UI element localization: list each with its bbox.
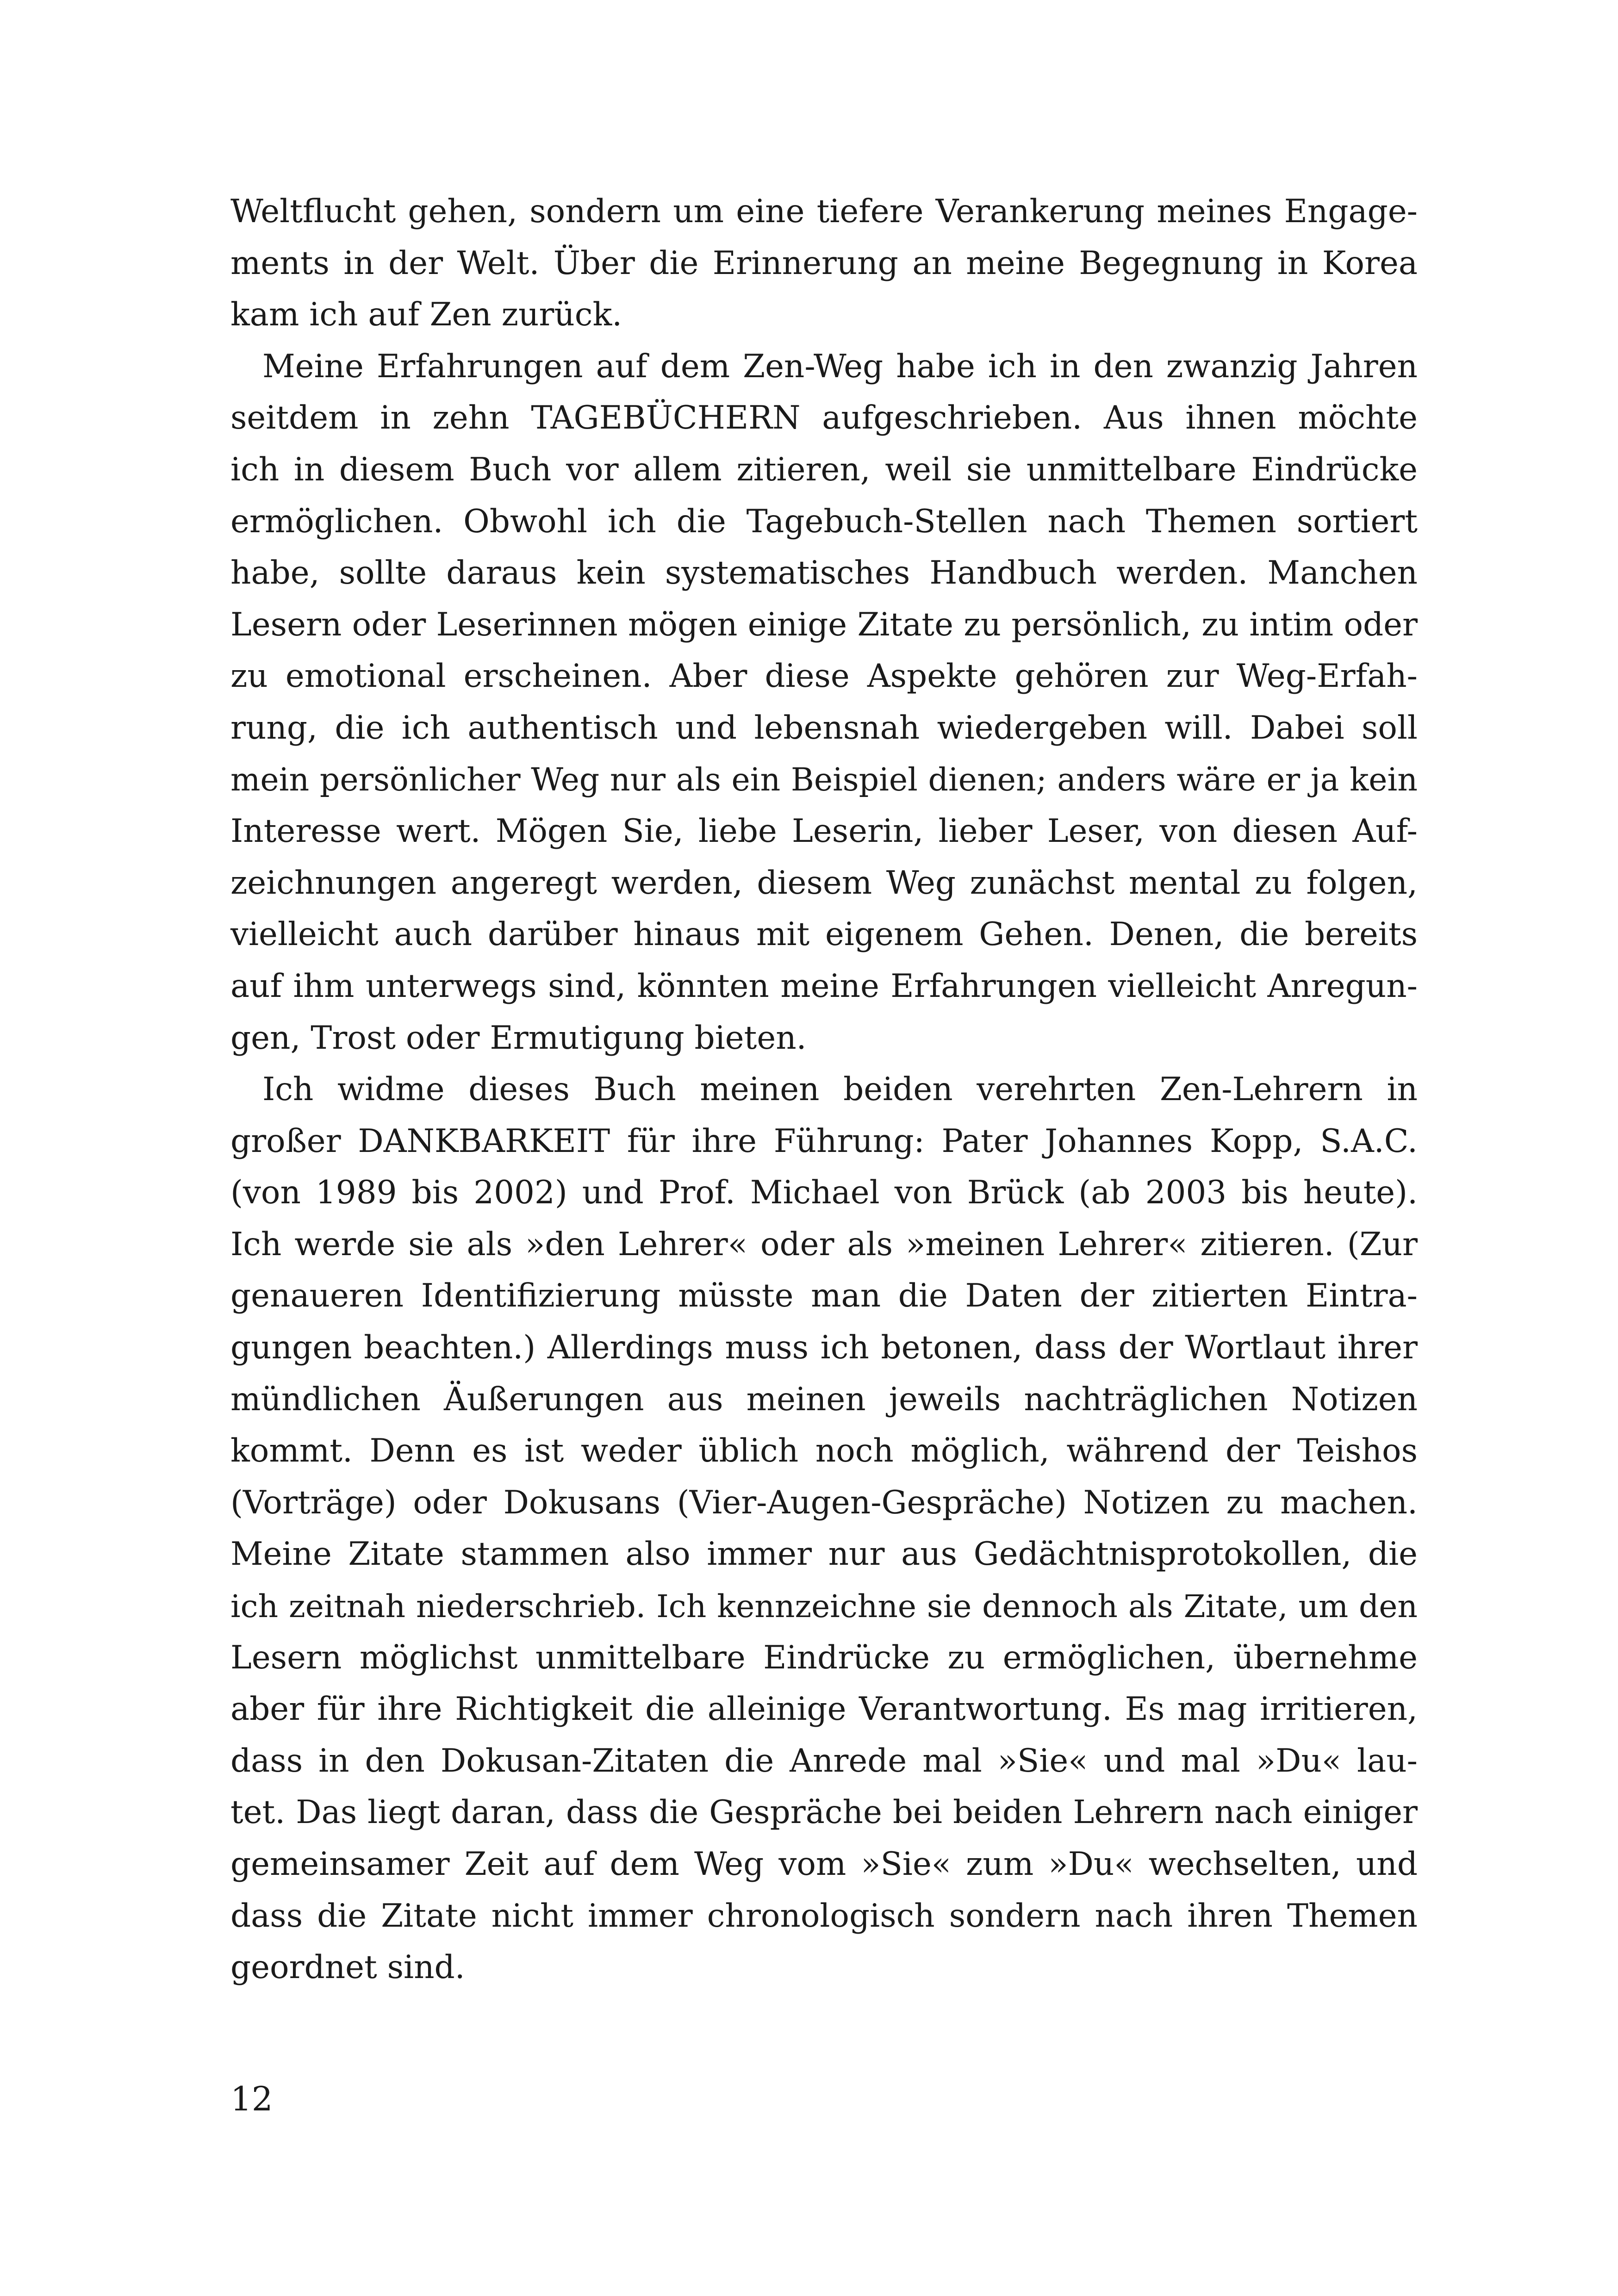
text-line: ments in der Welt. Über die Erinnerung an meine Begegnung in Korea xyxy=(230,244,1418,282)
text-line: seitdem in zehn TAGEBÜCHERN aufgeschrieben. Aus ihnen möchte xyxy=(230,399,1418,437)
text-line: mündlichen Äußerungen aus meinen jeweils nachträglichen Notizen xyxy=(230,1381,1418,1418)
text-line: Meine Erfahrungen auf dem Zen-Weg habe ich in den zwanzig Jahren xyxy=(262,348,1418,385)
text-line: rung, die ich authentisch und lebensnah wiedergeben will. Dabei soll xyxy=(230,709,1418,747)
text-line: Lesern möglichst unmittelbare Eindrücke zu ermöglichen, übernehme xyxy=(230,1639,1418,1676)
text-line: tet. Das liegt daran, dass die Gespräche bei beiden Lehrern nach einiger xyxy=(230,1794,1418,1831)
text-line: aber für ihre Richtigkeit die alleinige Verantwortung. Es mag irritieren, xyxy=(230,1691,1418,1728)
text-line: genaueren Identifizierung müsste man die Daten der zitierten Eintra- xyxy=(230,1277,1418,1315)
text-line: vielleicht auch darüber hinaus mit eigenem Gehen. Denen, die bereits xyxy=(230,916,1418,953)
text-line: ich zeitnah niederschrieb. Ich kennzeichne sie dennoch als Zitate, um den xyxy=(230,1588,1418,1625)
text-line: Weltflucht gehen, sondern um eine tiefere Verankerung meines Engage- xyxy=(230,193,1418,230)
text-line: gungen beachten.) Allerdings muss ich betonen, dass der Wortlaut ihrer xyxy=(230,1329,1418,1367)
text-line: ermöglichen. Obwohl ich die Tagebuch-Stellen nach Themen sortiert xyxy=(230,503,1418,540)
text-line: kommt. Denn es ist weder üblich noch möglich, während der Teishos xyxy=(230,1432,1418,1470)
text-line: gen, Trost oder Ermutigung bieten. xyxy=(230,1019,807,1057)
text-line: Ich werde sie als »den Lehrer« oder als »meinen Lehrer« zitieren. (Zur xyxy=(230,1226,1418,1263)
text-line: auf ihm unterwegs sind, könnten meine Erfahrungen vielleicht Anregun- xyxy=(230,967,1418,1005)
text-line: habe, sollte daraus kein systematisches Handbuch werden. Manchen xyxy=(230,554,1418,592)
text-line: Ich widme dieses Buch meinen beiden verehrten Zen-Lehrern in xyxy=(262,1071,1418,1108)
text-line: dass die Zitate nicht immer chronologisch sondern nach ihren Themen xyxy=(230,1897,1418,1935)
text-line: (von 1989 bis 2002) und Prof. Michael von Brück (ab 2003 bis heute). xyxy=(230,1174,1418,1212)
text-line: zu emotional erscheinen. Aber diese Aspekte gehören zur Weg-Erfah- xyxy=(230,658,1418,695)
body-text xyxy=(230,186,1418,1994)
text-line: Interesse wert. Mögen Sie, liebe Leserin, lieber Leser, von diesen Auf- xyxy=(230,813,1418,850)
text-line: ich in diesem Buch vor allem zitieren, weil sie unmittelbare Eindrücke xyxy=(230,451,1418,488)
text-line: mein persönlicher Weg nur als ein Beispiel dienen; anders wäre er ja kein xyxy=(230,761,1418,798)
text-line: gemeinsamer Zeit auf dem Weg vom »Sie« zum »Du« wechselten, und xyxy=(230,1846,1418,1883)
text-line: geordnet sind. xyxy=(230,1949,465,1986)
text-line: Lesern oder Leserinnen mögen einige Zitate zu persönlich, zu intim oder xyxy=(230,606,1418,643)
text-line: dass in den Dokusan-Zitaten die Anrede mal »Sie« und mal »Du« lau- xyxy=(230,1742,1418,1780)
text-line: großer DANKBARKEIT für ihre Führung: Pater Johannes Kopp, S.A.C. xyxy=(230,1122,1418,1160)
text-line: (Vorträge) oder Dokusans (Vier-Augen-Gespräche) Notizen zu machen. xyxy=(230,1484,1418,1521)
text-line: zeichnungen angeregt werden, diesem Weg zunächst mental zu folgen, xyxy=(230,864,1418,902)
text-line: Meine Zitate stammen also immer nur aus Gedächtnisprotokollen, die xyxy=(230,1536,1418,1573)
text-line: kam ich auf Zen zurück. xyxy=(230,296,622,334)
page-number: 12 xyxy=(230,2079,273,2118)
